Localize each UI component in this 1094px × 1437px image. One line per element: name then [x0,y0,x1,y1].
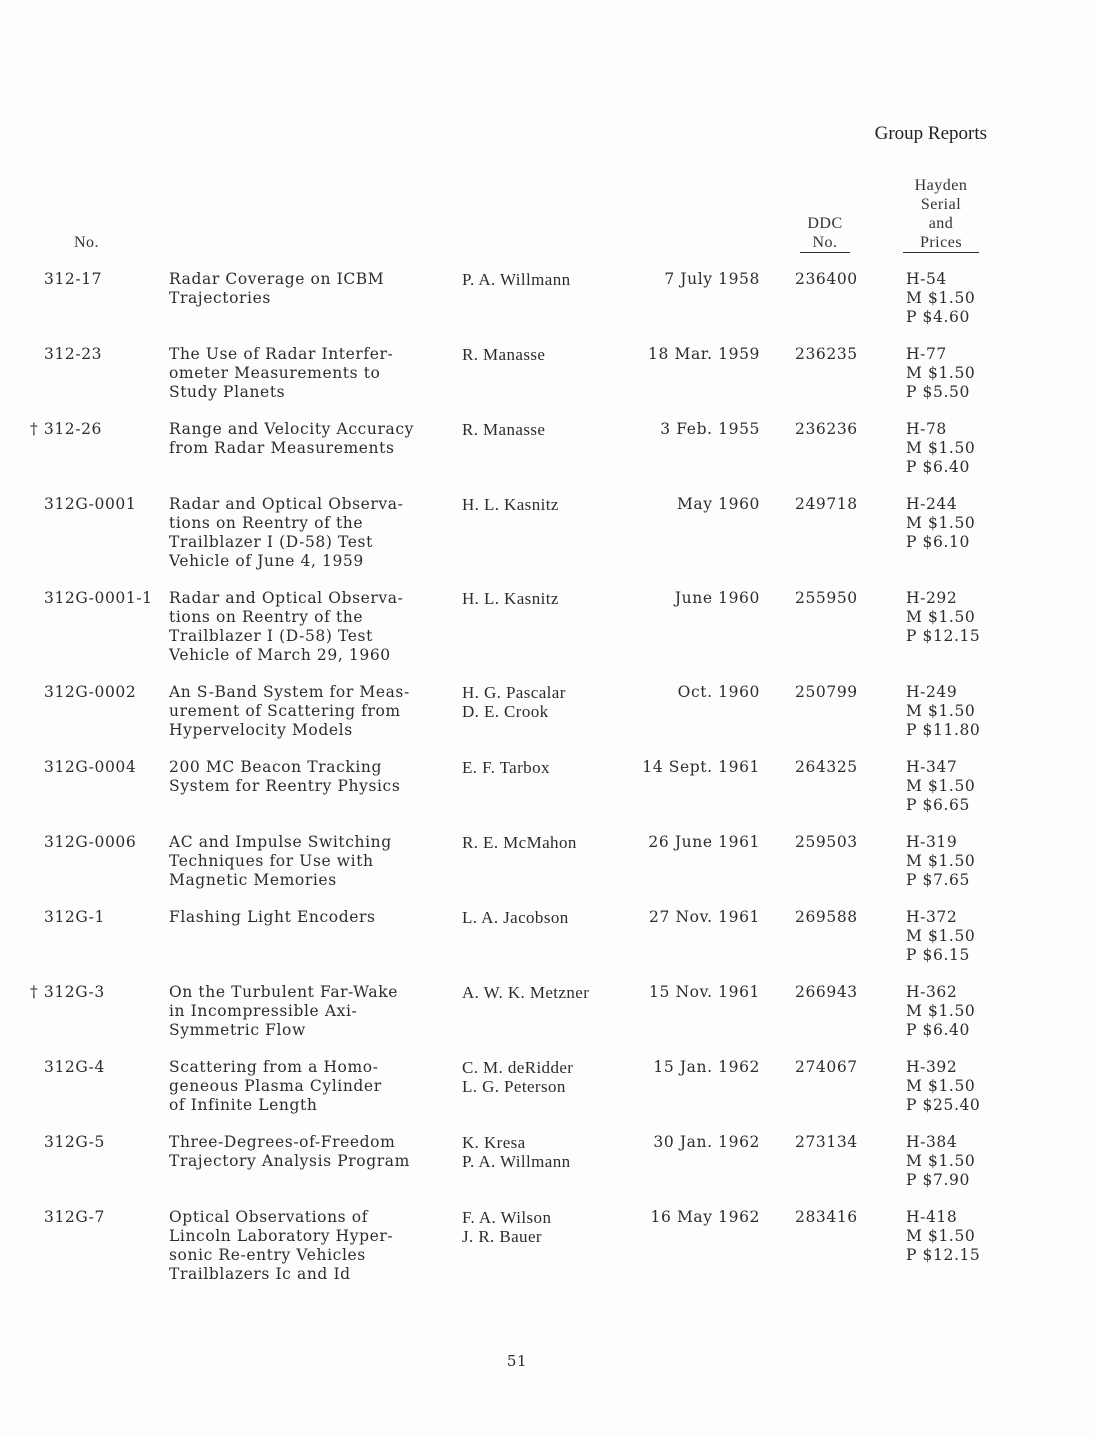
report-number: 312G-0004 [44,758,137,776]
report-title: Radar Coverage on ICBM Trajectories [169,270,385,307]
report-date: Oct. 1960 [677,683,760,701]
report-number: 312-23 [44,345,103,363]
ddc-number: 249718 [795,495,858,513]
report-number: 312G-1 [44,908,105,926]
report-title: Scattering from a Homo- geneous Plasma Cylinder of Infinite Length [169,1058,382,1114]
hayden-serial-prices: H-362 M $1.50 P $6.40 [906,983,976,1039]
table-row [0,420,1094,495]
ddc-number: 266943 [795,983,858,1001]
table-row [0,589,1094,683]
hayden-serial-prices: H-384 M $1.50 P $7.90 [906,1133,976,1189]
hayden-serial-prices: H-244 M $1.50 P $6.10 [906,495,976,551]
report-authors: R. E. McMahon [462,833,577,852]
report-date: May 1960 [676,495,760,513]
report-title: The Use of Radar Interfer- ometer Measurements to Study Planets [169,345,394,401]
hayden-serial-prices: H-77 M $1.50 P $5.50 [906,345,976,401]
hayden-serial-prices: H-319 M $1.50 P $7.65 [906,833,976,889]
column-header-ddc-line: No. [800,233,850,253]
ddc-number: 236400 [795,270,858,288]
report-number: 312G-0002 [44,683,137,701]
table-row [0,683,1094,758]
report-number: 312G-4 [44,1058,105,1076]
report-list [0,270,1094,1302]
report-title: Three-Degrees-of-Freedom Trajectory Analysis Program [169,1133,410,1170]
report-date: 26 June 1961 [648,833,760,851]
report-date: 3 Feb. 1955 [660,420,760,438]
report-authors: R. Manasse [462,345,546,364]
report-date: June 1960 [674,589,760,607]
report-number: † 312-26 [30,420,103,438]
report-date: 18 Mar. 1959 [648,345,760,363]
column-header-hayden [903,176,979,253]
report-authors: K. Kresa P. A. Willmann [462,1133,571,1171]
report-number: 312G-0001-1 [44,589,153,607]
report-date: 16 May 1962 [650,1208,760,1226]
report-number: 312G-7 [44,1208,105,1226]
report-title: Range and Velocity Accuracy from Radar Measurements [169,420,414,457]
table-row [0,833,1094,908]
report-authors: H. G. Pascalar D. E. Crook [462,683,566,721]
report-date: 30 Jan. 1962 [653,1133,760,1151]
hayden-serial-prices: H-78 M $1.50 P $6.40 [906,420,976,476]
report-date: 15 Nov. 1961 [649,983,760,1001]
report-number: 312G-0006 [44,833,137,851]
report-date: 15 Jan. 1962 [653,1058,760,1076]
hayden-serial-prices: H-392 M $1.50 P $25.40 [906,1058,981,1114]
table-row [0,1133,1094,1208]
ddc-number: 236235 [795,345,858,363]
ddc-number: 274067 [795,1058,858,1076]
report-title: AC and Impulse Switching Techniques for Use with Magnetic Memories [169,833,392,889]
report-date: 27 Nov. 1961 [649,908,760,926]
column-header-hayden-line: and [928,215,954,232]
report-title: Optical Observations of Lincoln Laboratory Hyper- sonic Re-entry Vehicles Trailblazers Ic and Id [169,1208,394,1283]
column-header-ddc [800,214,850,253]
report-title: An S-Band System for Meas- urement of Scattering from Hypervelocity Models [169,683,410,739]
column-header-hayden-line: Serial [920,196,962,213]
report-authors: F. A. Wilson J. R. Bauer [462,1208,552,1246]
table-row [0,908,1094,983]
ddc-number: 259503 [795,833,858,851]
column-header-hayden-line: Prices [903,233,979,253]
table-row [0,1208,1094,1302]
page-title: Group Reports [874,123,987,144]
ddc-number: 264325 [795,758,858,776]
report-title: On the Turbulent Far-Wake in Incompressible Axi- Symmetric Flow [169,983,398,1039]
ddc-number: 273134 [795,1133,858,1151]
report-title: Flashing Light Encoders [169,908,376,926]
report-authors: H. L. Kasnitz [462,495,559,514]
report-authors: A. W. K. Metzner [462,983,590,1002]
table-row [0,345,1094,420]
report-authors: P. A. Willmann [462,270,571,289]
ddc-number: 269588 [795,908,858,926]
table-row [0,983,1094,1058]
report-authors: C. M. deRidder L. G. Peterson [462,1058,574,1096]
ddc-number: 283416 [795,1208,858,1226]
ddc-number: 236236 [795,420,858,438]
hayden-serial-prices: H-418 M $1.50 P $12.15 [906,1208,981,1264]
report-date: 7 July 1958 [664,270,760,288]
hayden-serial-prices: H-54 M $1.50 P $4.60 [906,270,976,326]
column-header-ddc-line: DDC [807,215,843,232]
hayden-serial-prices: H-347 M $1.50 P $6.65 [906,758,976,814]
report-authors: L. A. Jacobson [462,908,569,927]
report-authors: R. Manasse [462,420,546,439]
hayden-serial-prices: H-372 M $1.50 P $6.15 [906,908,976,964]
report-title: Radar and Optical Observa- tions on Reentry of the Trailblazer I (D-58) Test Vehicle of March 29, 1960 [169,589,404,664]
column-header-hayden-line: Hayden [914,177,968,194]
report-number: 312G-5 [44,1133,105,1151]
report-number: † 312G-3 [30,983,105,1001]
report-authors: H. L. Kasnitz [462,589,559,608]
report-number: 312G-0001 [44,495,137,513]
page-number: 51 [506,1352,528,1370]
report-number: 312-17 [44,270,103,288]
ddc-number: 255950 [795,589,858,607]
report-date: 14 Sept. 1961 [642,758,760,776]
hayden-serial-prices: H-249 M $1.50 P $11.80 [906,683,981,739]
report-title: 200 MC Beacon Tracking System for Reentry Physics [169,758,401,795]
table-row [0,1058,1094,1133]
report-title: Radar and Optical Observa- tions on Reentry of the Trailblazer I (D-58) Test Vehicle of June 4, 1959 [169,495,404,570]
report-authors: E. F. Tarbox [462,758,550,777]
table-row [0,495,1094,589]
column-header-no-label: No. [74,234,100,251]
table-row [0,758,1094,833]
ddc-number: 250799 [795,683,858,701]
table-row [0,270,1094,345]
hayden-serial-prices: H-292 M $1.50 P $12.15 [906,589,981,645]
column-header-no [74,233,99,252]
